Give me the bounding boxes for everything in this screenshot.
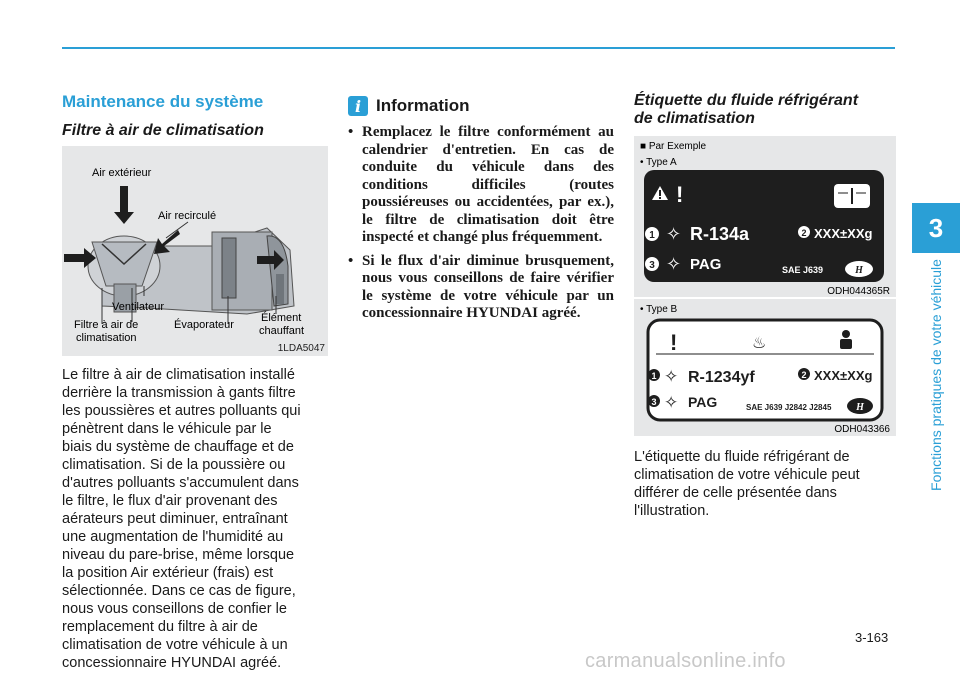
hyundai-logo-icon xyxy=(847,398,873,414)
para-line: L'étiquette du fluide réfrigérant de xyxy=(634,449,850,465)
chapter-title: Fonctions pratiques de votre véhicule xyxy=(928,259,944,491)
label-outside-air: Air extérieur xyxy=(92,167,152,179)
label-heater-core-line2: chauffant xyxy=(259,325,305,337)
column-middle xyxy=(348,96,614,329)
para-line: nous vous conseillons de confier le xyxy=(62,601,287,617)
example-caption: ■ Par Exemple xyxy=(640,141,707,152)
oil-can-icon xyxy=(666,254,681,275)
info-icon: i xyxy=(348,96,368,116)
label-filter-line1: Filtre à air de xyxy=(74,319,139,331)
para-line: Le filtre à air de climatisation installé xyxy=(62,367,295,383)
label-blower: Ventilateur xyxy=(112,301,164,313)
para-line: les poussières et autres polluants qui xyxy=(62,403,301,419)
figure-code-a: ODH044365R xyxy=(827,286,890,297)
warning-icon xyxy=(676,182,683,207)
page-number: 3-163 xyxy=(855,630,889,645)
para-line: pénètrent dans le véhicule par le xyxy=(62,421,272,437)
para-line: le filtre, le flux d'air provenant des xyxy=(62,493,278,509)
para-line: l'illustration. xyxy=(634,503,710,519)
top-rule xyxy=(62,47,895,49)
label-b-num2: 2 xyxy=(801,370,807,380)
type-b-caption: • Type B xyxy=(640,304,678,315)
label-a-standard: SAE J639 xyxy=(782,265,824,275)
label-b-amount: XXX±XXg xyxy=(814,368,873,383)
svg-text:!: ! xyxy=(676,182,684,207)
refrigerant-label-title xyxy=(634,92,896,128)
para-line: derrière la transmission à gants filtre xyxy=(62,385,296,401)
information-list xyxy=(348,124,614,323)
manual-book-icon xyxy=(834,184,870,208)
snowflake-icon xyxy=(666,224,681,245)
svg-text:!: ! xyxy=(670,330,678,355)
svg-text:✧: ✧ xyxy=(666,254,682,275)
label-a-oil: PAG xyxy=(690,256,722,273)
svg-text:H: H xyxy=(856,402,864,413)
svg-text:✧: ✧ xyxy=(664,367,679,387)
label-heater-core-line1: Élément xyxy=(261,312,302,324)
filter-paragraph xyxy=(62,366,328,672)
label-a-num1: 1 xyxy=(649,230,655,241)
para-line: différer de celle présentée dans xyxy=(634,485,837,501)
warning-icon xyxy=(670,330,677,355)
label-a-num3: 3 xyxy=(649,260,655,271)
label-paragraph xyxy=(634,448,896,520)
flame-icon xyxy=(752,333,766,352)
refrigerant-label-figure xyxy=(634,136,896,436)
information-header xyxy=(348,96,614,116)
svg-text:H: H xyxy=(855,265,863,276)
figure-code-b: ODH043366 xyxy=(834,424,890,435)
list-item: • Remplacez le filtre conformément au calendrier d'entretien. En cas de conduite du véhicule dans des conditions difficiles (routes poussiéreuses ou accidentées, par ex.), le filtre de climatisation doit être inspecté et changé plus fréquemment. xyxy=(348,124,614,247)
label-filter-line2: climatisation xyxy=(76,332,137,344)
para-line: la position Air extérieur (frais) est xyxy=(62,565,274,581)
svg-text:✧: ✧ xyxy=(666,224,682,245)
para-line: aérateurs peut diminuer, entraînant xyxy=(62,511,288,527)
information-title: Information xyxy=(376,96,470,115)
label-b-standard: SAE J639 J2842 J2845 xyxy=(746,403,832,412)
cabin-filter-figure xyxy=(62,146,328,356)
column-left xyxy=(62,92,328,672)
label-b-refrigerant: R-1234yf xyxy=(688,369,755,386)
para-line: biais du système de chauffage et de xyxy=(62,439,294,455)
title-line: Étiquette du fluide réfrigérant xyxy=(634,92,859,109)
label-b-num1: 1 xyxy=(651,371,657,381)
title-line: de climatisation xyxy=(634,110,755,127)
refrigerant-labels-illustration xyxy=(634,136,896,436)
para-line: concessionnaire HYUNDAI agréé. xyxy=(62,655,282,671)
para-line: climatisation. Si de la poussière ou xyxy=(62,457,286,473)
watermark: carmanualsonline.info xyxy=(585,650,786,672)
subsection-title: Filtre à air de climatisation xyxy=(62,122,264,139)
label-a-amount: XXX±XXg xyxy=(814,226,873,241)
hyundai-logo-icon xyxy=(845,261,873,277)
label-recirculated-air: Air recirculé xyxy=(158,210,217,222)
para-line: sélectionnée. Dans ce cas de figure, xyxy=(62,583,296,599)
snowflake-icon xyxy=(664,367,678,387)
column-right xyxy=(634,92,896,520)
label-a-refrigerant: R-134a xyxy=(690,224,750,244)
hvac-unit-illustration xyxy=(62,146,328,356)
oil-can-icon xyxy=(664,393,678,413)
label-b-num3: 3 xyxy=(651,397,657,407)
section-title: Maintenance du système xyxy=(62,92,264,111)
para-line: une augmentation de l'humidité au xyxy=(62,529,284,545)
label-evaporator: Évaporateur xyxy=(174,319,234,331)
label-a-num2: 2 xyxy=(801,228,807,238)
chapter-number-tab[interactable]: 3 xyxy=(912,203,960,253)
para-line: d'autres polluants s'accumulent dans xyxy=(62,475,299,491)
svg-text:♨: ♨ xyxy=(752,333,767,352)
list-item: • Si le flux d'air diminue brusquement, nous vous conseillons de faire vérifier le système de votre véhicule par un concessionnaire HYUNDAI agréé. xyxy=(348,253,614,323)
svg-text:✧: ✧ xyxy=(664,393,679,413)
type-a-caption: • Type A xyxy=(640,157,677,168)
para-line: remplacement du filtre à air de xyxy=(62,619,258,635)
para-line: climatisation de votre véhicule peut xyxy=(634,467,860,483)
para-line: climatisation de votre véhicule à un xyxy=(62,637,288,653)
para-line: niveau du pare-brise, même lorsque xyxy=(62,547,295,563)
figure-code: 1LDA5047 xyxy=(277,343,325,354)
label-b-oil: PAG xyxy=(688,394,718,410)
